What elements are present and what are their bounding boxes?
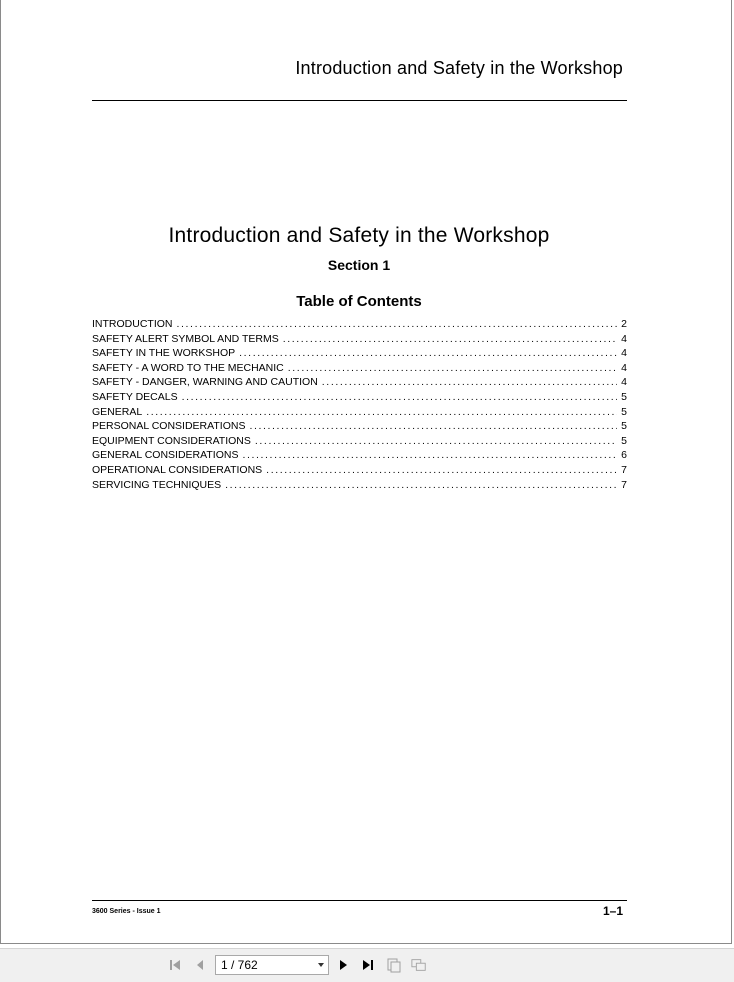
toc-leader-dots [239,347,617,359]
toc-entry[interactable] [92,435,627,450]
toc-entry[interactable] [92,318,627,333]
toc-entry[interactable] [92,464,627,479]
toc-leader-dots [249,420,617,432]
toc-entry[interactable] [92,391,627,406]
toc-leader-dots [288,362,617,374]
toc-entry[interactable] [92,420,627,435]
toc-leader-dots [242,449,617,461]
page-number-value: 1 / 762 [221,958,258,972]
next-page-icon[interactable] [335,957,351,973]
toc-entry-label: SAFETY - A WORD TO THE MECHANIC [92,361,284,374]
toc-entry-label: SAFETY - DANGER, WARNING AND CAUTION [92,376,318,389]
toc-entry-page: 7 [621,478,627,491]
toc-entry-page: 5 [621,390,627,403]
toc-leader-dots [266,464,617,476]
toc-entry-label: SAFETY DECALS [92,390,178,403]
two-page-view-icon-glyph [411,957,427,973]
toc-entry[interactable] [92,406,627,421]
first-page-icon[interactable] [168,957,184,973]
toc-leader-dots [225,479,617,491]
toc-entry-page: 6 [621,449,627,462]
section-title: Introduction and Safety in the Workshop [168,224,550,247]
previous-page-icon-glyph [194,958,206,972]
single-page-view-icon[interactable] [386,957,402,973]
toc-entry[interactable] [92,362,627,377]
toc-entry[interactable] [92,376,627,391]
toc-entry-label: SERVICING TECHNIQUES [92,478,222,491]
chevron-down-icon [314,962,328,968]
toc-entry-label: GENERAL CONSIDERATIONS [92,449,239,462]
last-page-icon[interactable] [360,957,376,973]
toc-entry[interactable] [92,347,627,362]
toc-entry-page: 7 [621,463,627,476]
toc-leader-dots [255,435,617,447]
two-page-view-icon[interactable] [411,957,427,973]
running-header: Introduction and Safety in the Workshop [295,58,623,78]
toc-entry[interactable] [92,449,627,464]
toc-heading: Table of Contents [296,293,422,310]
first-page-icon-glyph [168,958,184,972]
toc-entry-page: 2 [621,318,627,330]
toc-leader-dots [182,391,617,403]
toc-leader-dots [322,376,617,388]
toc-entry-page: 4 [621,376,627,389]
single-page-view-icon-glyph [386,957,402,973]
toc-entry-page: 4 [621,332,627,345]
toc-entry-label: SAFETY IN THE WORKSHOP [92,347,236,360]
previous-page-icon[interactable] [192,957,208,973]
toc-entry-label: PERSONAL CONSIDERATIONS [92,420,246,433]
section-subtitle: Section 1 [327,257,391,273]
toc-entry-label: OPERATIONAL CONSIDERATIONS [92,463,263,476]
next-page-icon-glyph [337,958,349,972]
footer-rule [92,900,627,901]
toc-entry-page: 5 [621,434,627,447]
table-of-contents [92,318,627,493]
toc-leader-dots [177,318,618,330]
toc-leader-dots [146,406,617,418]
toc-entry-label: EQUIPMENT CONSIDERATIONS [92,434,251,447]
toc-entry-label: SAFETY ALERT SYMBOL AND TERMS [92,332,279,345]
footer-page-number: 1–1 [602,904,623,918]
page-navigation-toolbar [0,948,734,982]
toc-entry-label: INTRODUCTION [92,318,173,330]
last-page-icon-glyph [360,958,376,972]
page-number-select[interactable] [215,955,329,975]
toc-leader-dots [283,333,617,345]
toc-entry-page: 4 [621,361,627,374]
toc-entry[interactable] [92,479,627,494]
toc-entry-label: GENERAL [92,405,143,418]
header-rule [92,100,627,101]
toc-entry[interactable] [92,333,627,348]
toc-entry-page: 4 [621,347,627,360]
toc-entry-page: 5 [621,405,627,418]
toc-entry-page: 5 [621,420,627,433]
footer-series-issue: 3600 Series - Issue 1 [92,908,161,915]
